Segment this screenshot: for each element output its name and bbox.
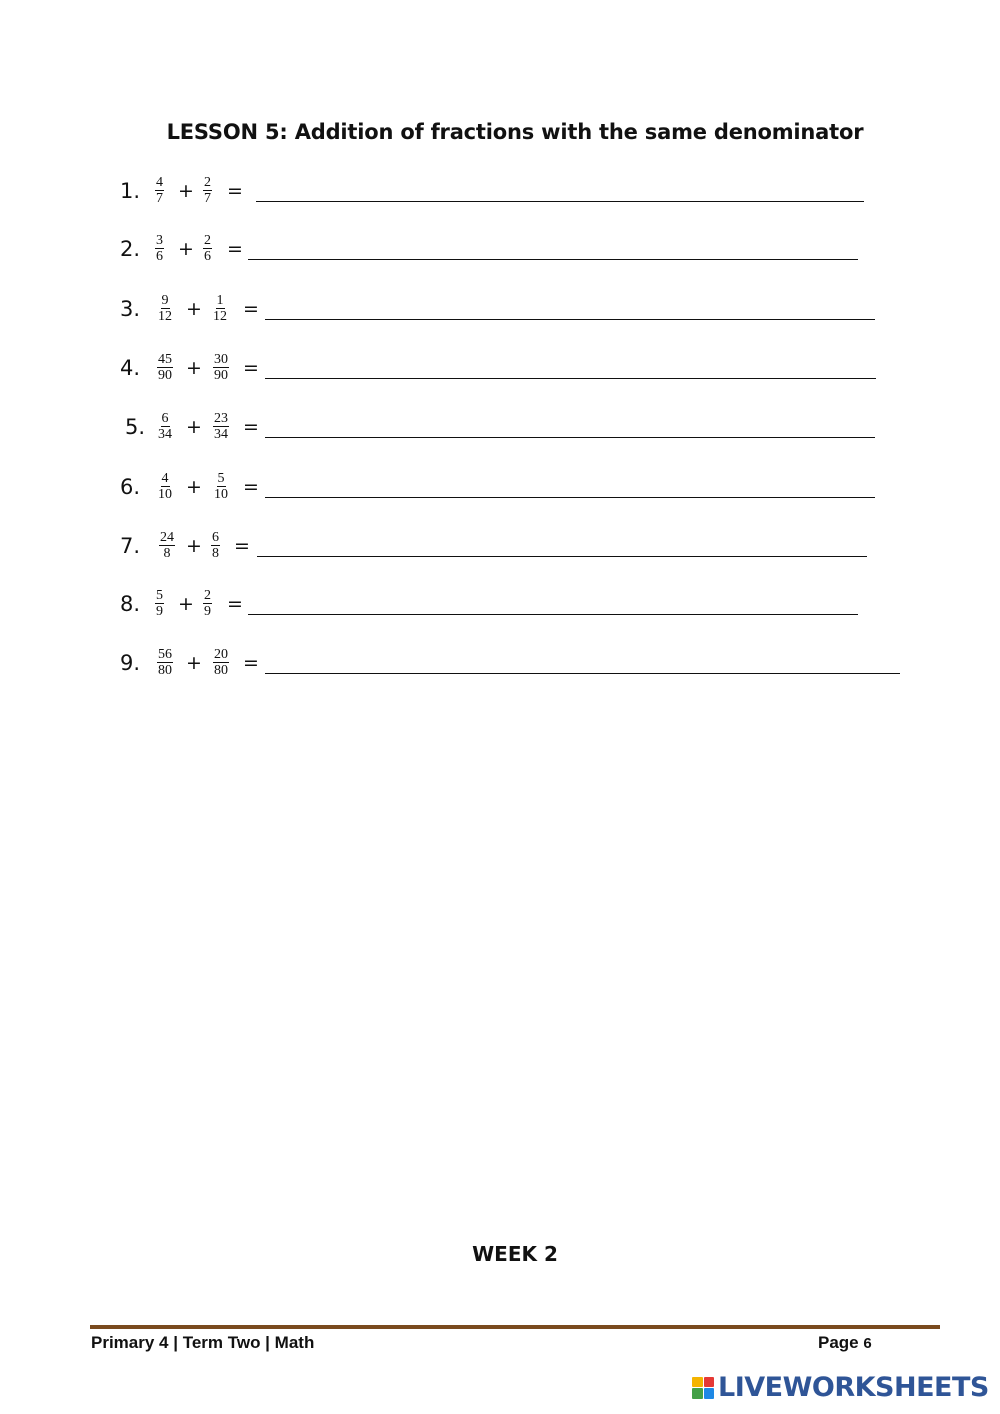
problem-3 [0,289,1000,329]
numerator: 20 [214,647,228,662]
equals-sign: = [243,357,259,379]
problem-8 [0,584,1000,624]
problem-7 [0,526,1000,566]
problem-9 [0,643,1000,683]
answer-line[interactable] [256,201,864,202]
denominator: 90 [214,368,228,383]
fraction-addend-1 [157,352,173,383]
equals-sign: = [243,476,259,498]
denominator: 6 [156,249,163,264]
answer-input[interactable] [265,469,879,497]
fraction-addend-1 [157,471,173,502]
denominator: 80 [214,663,228,678]
answer-line[interactable] [265,497,875,498]
answer-input[interactable] [248,231,862,259]
answer-line[interactable] [265,378,876,379]
fraction-addend-2 [203,233,212,264]
numerator: 3 [156,233,163,248]
fraction-addend-2 [213,411,229,442]
answer-input[interactable] [265,409,879,437]
denominator: 8 [212,546,219,561]
lesson-title: LESSON 5: Addition of fractions with the same denominator [166,120,864,144]
answer-input[interactable] [248,586,862,614]
numerator: 5 [156,588,163,603]
denominator: 34 [158,427,172,442]
problem-4 [0,348,1000,388]
answer-line[interactable] [248,259,858,260]
problem-number: 2. [120,237,141,261]
fraction-addend-1 [157,411,173,442]
answer-input[interactable] [257,528,871,556]
numerator: 1 [216,293,224,308]
plus-sign: + [186,652,202,674]
fraction-addend-2 [213,647,229,678]
plus-sign: + [186,357,202,379]
denominator: 7 [156,191,163,206]
numerator: 45 [158,352,172,367]
problem-number: 1. [120,179,141,203]
equals-sign: = [227,238,243,260]
brand-name: LIVEWORKSHEETS [718,1372,989,1403]
page-number: 6 [863,1335,872,1352]
footer-page [818,1333,872,1353]
denominator: 6 [204,249,211,264]
answer-line[interactable] [265,673,900,674]
footer-rule [90,1325,940,1329]
fraction-addend-2 [213,352,229,383]
denominator: 10 [214,487,228,502]
numerator: 56 [158,647,172,662]
equals-sign: = [227,593,243,615]
problem-number: 3. [120,297,141,321]
equals-sign: = [234,535,250,557]
problem-5 [0,407,1000,447]
answer-input[interactable] [256,173,868,201]
denominator: 8 [163,546,171,561]
problem-1 [0,171,1000,211]
liveworksheets-brand[interactable] [692,1372,989,1403]
equals-sign: = [243,298,259,320]
numerator: 4 [156,175,163,190]
problem-number: 9. [120,651,141,675]
problem-number: 5. [125,415,146,439]
fraction-addend-1 [157,293,173,324]
problem-6 [0,467,1000,507]
numerator: 6 [161,411,169,426]
fraction-addend-1 [155,588,164,619]
page-label: Page [818,1333,859,1352]
plus-sign: + [186,416,202,438]
denominator: 12 [158,309,172,324]
answer-input[interactable] [265,350,880,378]
fraction-addend-2 [203,588,212,619]
problem-number: 7. [120,534,141,558]
plus-sign: + [186,535,202,557]
numerator: 9 [161,293,169,308]
fraction-addend-1 [157,647,173,678]
problem-2 [0,229,1000,269]
numerator: 30 [214,352,228,367]
fraction-addend-1 [155,233,164,264]
equals-sign: = [227,180,243,202]
plus-sign: + [178,238,194,260]
numerator: 4 [161,471,169,486]
denominator: 90 [158,368,172,383]
numerator: 2 [204,588,211,603]
answer-line[interactable] [265,437,875,438]
numerator: 2 [204,233,211,248]
answer-line[interactable] [257,556,867,557]
fraction-addend-2 [203,175,212,206]
answer-input[interactable] [265,645,904,673]
numerator: 24 [160,530,174,545]
plus-sign: + [178,593,194,615]
fraction-addend-1 [159,530,175,561]
answer-line[interactable] [265,319,875,320]
numerator: 6 [212,530,219,545]
problem-number: 4. [120,356,141,380]
denominator: 9 [204,604,211,619]
denominator: 10 [158,487,172,502]
fraction-addend-2 [213,471,229,502]
fraction-addend-2 [211,530,220,561]
denominator: 9 [156,604,163,619]
plus-sign: + [178,180,194,202]
answer-input[interactable] [265,291,879,319]
numerator: 2 [204,175,211,190]
equals-sign: = [243,416,259,438]
plus-sign: + [186,476,202,498]
footer-course-info: Primary 4 | Term Two | Math [91,1333,315,1352]
problem-number: 6. [120,475,141,499]
numerator: 23 [214,411,228,426]
denominator: 80 [158,663,172,678]
equals-sign: = [243,652,259,674]
answer-line[interactable] [248,614,858,615]
liveworksheets-logo-icon [692,1377,714,1399]
problem-number: 8. [120,592,141,616]
denominator: 34 [214,427,228,442]
week-label: WEEK 2 [472,1242,558,1266]
denominator: 12 [213,309,227,324]
fraction-addend-2 [212,293,228,324]
denominator: 7 [204,191,211,206]
fraction-addend-1 [155,175,164,206]
plus-sign: + [186,298,202,320]
numerator: 5 [217,471,225,486]
